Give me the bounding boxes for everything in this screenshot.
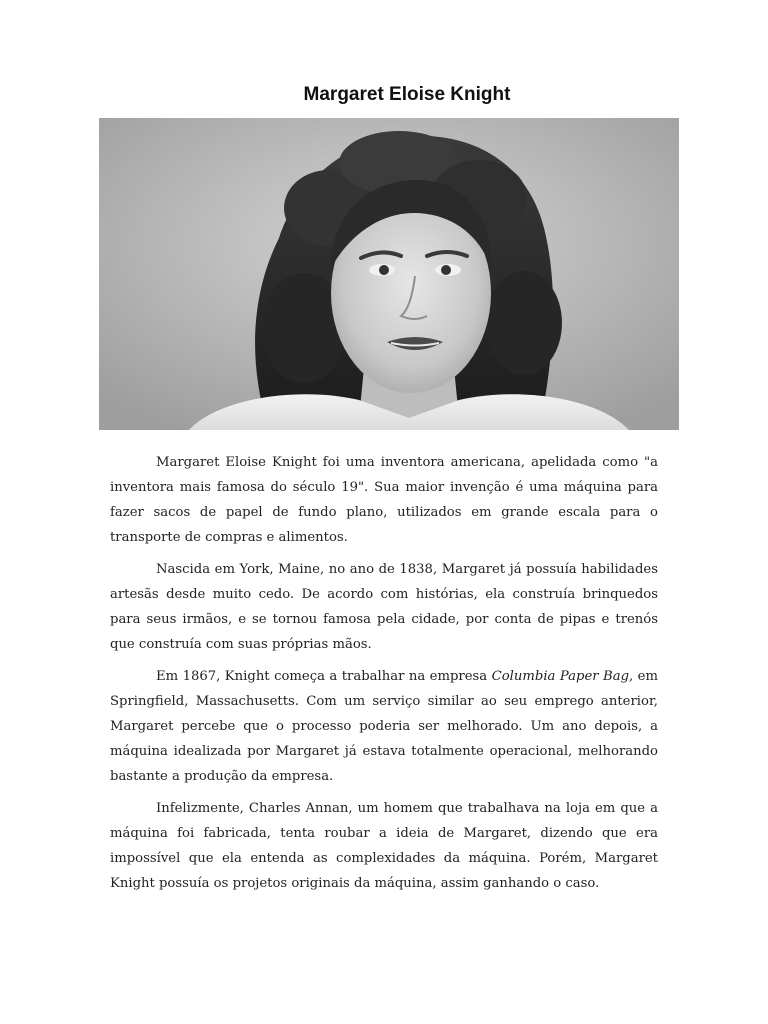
paragraph-career <box>110 664 658 789</box>
paragraph-lawsuit: Infelizmente, Charles Annan, um homem que trabalhava na loja em que a máquina foi fabricada, tenta roubar a ideia de Margaret, dizendo que era impossível que ela entenda as complexidades da máquina. Porém, Margaret Knight possuía os projetos originais da máquina, assim ganhando o caso. <box>110 801 658 891</box>
page-title: Margaret Eloise Knight <box>303 84 511 105</box>
paragraph-intro: Margaret Eloise Knight foi uma inventora americana, apelidada como "a inventora mais famosa do século 19". Sua maior invenção é uma máquina para fazer sacos de papel de fundo plano, utilizados em grande escala para o transporte de compras e alimentos. <box>110 455 658 545</box>
article-body <box>110 450 658 903</box>
paragraph-career-start: Em 1867, Knight começa a trabalhar na empresa <box>156 669 492 684</box>
paragraph-early-life: Nascida em York, Maine, no ano de 1838, Margaret já possuía habilidades artesãs desde muito cedo. De acordo com histórias, ela construía brinquedos para seus irmãos, e se tornou famosa pela cidade, por conta de pipas e trenós que construía com suas próprias mãos. <box>110 562 658 652</box>
company-name: Columbia Paper Bag <box>491 669 630 684</box>
paragraph-career-end: , em Springfield, Massachusetts. Com um serviço similar ao seu emprego anterior, Margaret percebe que o processo poderia ser melhorado. Um ano depois, a máquina idealizada por Margaret já estava totalmente operacional, melhorando bastante a produção da empresa. <box>110 669 658 784</box>
portrait-photo <box>99 118 679 430</box>
